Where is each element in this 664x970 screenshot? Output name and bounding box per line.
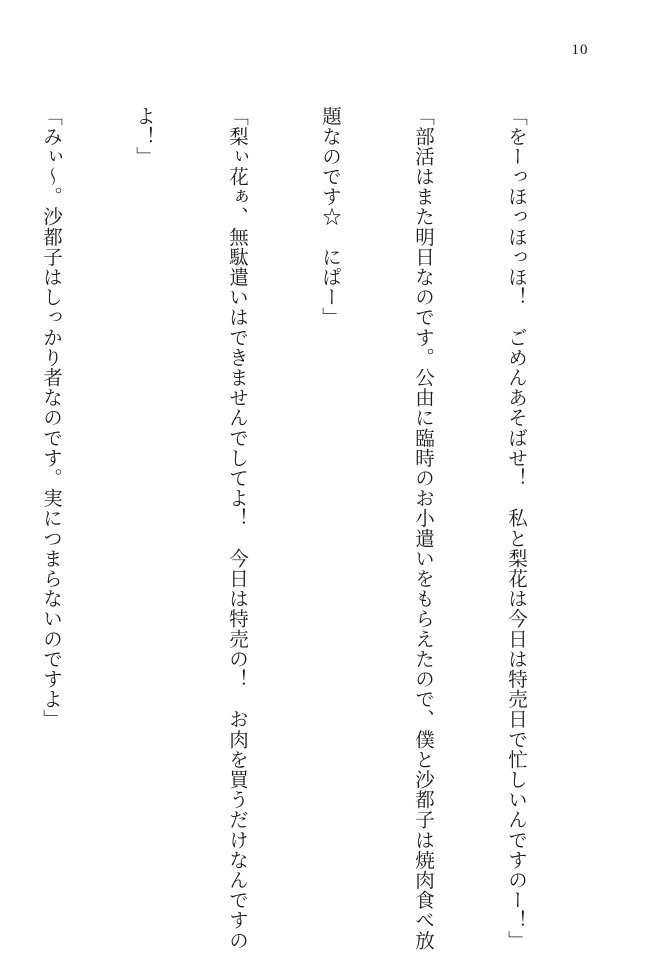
page-number: 10	[571, 42, 589, 58]
text-line: 「部活はまた明日なのです。公由に臨時のお小遣いをもらえたので、僕と沙都子は焼肉食べ放	[412, 106, 435, 951]
text-line: 「梨ぃ花ぁ、無駄遣いはできませんでしてよ！ 今日は特売の！ お肉を買うだけなんですの	[226, 106, 249, 951]
text-line: よ！」	[133, 106, 156, 167]
text-line: 「をーっほっほっほ！ ごめんあそばせ！ 私と梨花は今日は特売日で忙しいんですのー！」	[505, 106, 528, 951]
vertical-text-block	[0, 106, 594, 951]
text-line: 「みぃ～。沙都子はしっかり者なのです。実につまらないのですよ」	[40, 106, 63, 730]
text-line: 題なのです☆ にぱー」	[319, 106, 342, 328]
